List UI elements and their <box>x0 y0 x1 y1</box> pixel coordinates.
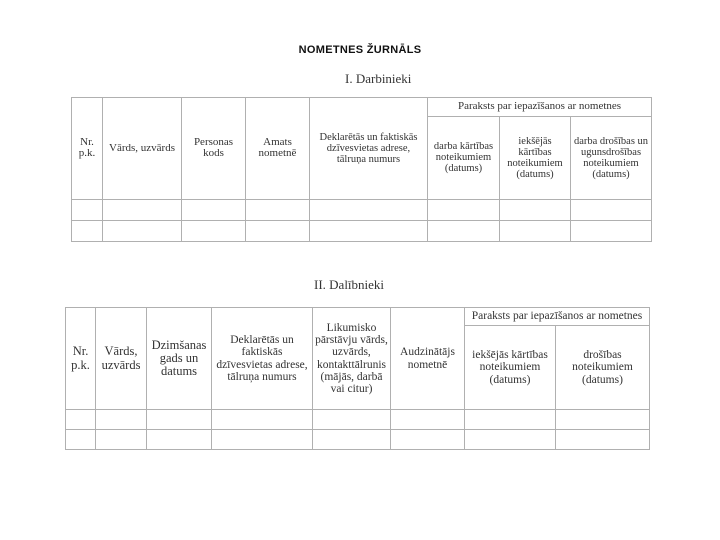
participants-table <box>65 307 650 450</box>
table-cell[interactable] <box>147 410 212 430</box>
table-row <box>72 199 652 220</box>
table-row <box>66 410 650 430</box>
table-cell[interactable] <box>182 220 246 241</box>
table-cell[interactable] <box>310 199 428 220</box>
employees-table <box>71 97 652 242</box>
header-work-rules: darba kārtības noteikumiem (datums) <box>428 117 500 200</box>
table-cell[interactable] <box>571 220 652 241</box>
table-row <box>72 220 652 241</box>
table-cell[interactable] <box>96 410 147 430</box>
section-title-participants: II. Dalībnieki <box>314 277 385 292</box>
table-cell[interactable] <box>212 410 313 430</box>
table-cell[interactable] <box>556 430 650 450</box>
table-cell[interactable] <box>571 199 652 220</box>
table-cell[interactable] <box>500 199 571 220</box>
header-nr: Nr. p.k. <box>66 308 96 410</box>
header-safety-rules: drošības noteikumiem (datums) <box>556 326 650 410</box>
header-legal-guardians: Likumisko pārstāvju vārds, uzvārds, kontakttālrunis (mājās, darbā vai citur) <box>313 308 391 410</box>
header-counselor: Audzinātājs nometnē <box>391 308 465 410</box>
table-cell[interactable] <box>103 220 182 241</box>
header-signature-group: Paraksts par iepazīšanos ar nometnes <box>465 308 650 326</box>
table-cell[interactable] <box>313 410 391 430</box>
table-cell[interactable] <box>310 220 428 241</box>
table-cell[interactable] <box>72 220 103 241</box>
document-title: NOMETNES ŽURNĀLS <box>298 44 422 56</box>
header-address: Deklarētās un faktiskās dzīvesvietas adrese, tālruņa numurs <box>310 98 428 200</box>
header-safety-rules: darba drošības un ugunsdrošības noteikumiem (datums) <box>571 117 652 200</box>
table-cell[interactable] <box>556 410 650 430</box>
table-cell[interactable] <box>465 410 556 430</box>
header-address: Deklarētās un faktiskās dzīvesvietas adrese, tālruņa numurs <box>212 308 313 410</box>
table-cell[interactable] <box>391 430 465 450</box>
table-cell[interactable] <box>72 199 103 220</box>
header-birth-date: Dzimšanas gads un datums <box>147 308 212 410</box>
section-title-employees: I. Darbinieki <box>345 71 412 86</box>
table-cell[interactable] <box>500 220 571 241</box>
table-cell[interactable] <box>465 430 556 450</box>
table-cell[interactable] <box>182 199 246 220</box>
header-signature-group: Paraksts par iepazīšanos ar nometnes <box>428 98 652 117</box>
header-name: Vārds, uzvārds <box>103 98 182 200</box>
table-cell[interactable] <box>66 430 96 450</box>
table-cell[interactable] <box>246 199 310 220</box>
table-row <box>66 430 650 450</box>
header-name: Vārds, uzvārds <box>96 308 147 410</box>
table-cell[interactable] <box>246 220 310 241</box>
header-internal-rules: iekšējās kārtības noteikumiem (datums) <box>500 117 571 200</box>
table-cell[interactable] <box>147 430 212 450</box>
table-cell[interactable] <box>428 199 500 220</box>
table-cell[interactable] <box>212 430 313 450</box>
table-cell[interactable] <box>66 410 96 430</box>
table-cell[interactable] <box>96 430 147 450</box>
table-cell[interactable] <box>391 410 465 430</box>
table-cell[interactable] <box>103 199 182 220</box>
header-position: Amats nometnē <box>246 98 310 200</box>
header-internal-rules: iekšējās kārtības noteikumiem (datums) <box>465 326 556 410</box>
table-cell[interactable] <box>428 220 500 241</box>
table-cell[interactable] <box>313 430 391 450</box>
header-nr: Nr. p.k. <box>72 98 103 200</box>
header-personal-code: Personas kods <box>182 98 246 200</box>
